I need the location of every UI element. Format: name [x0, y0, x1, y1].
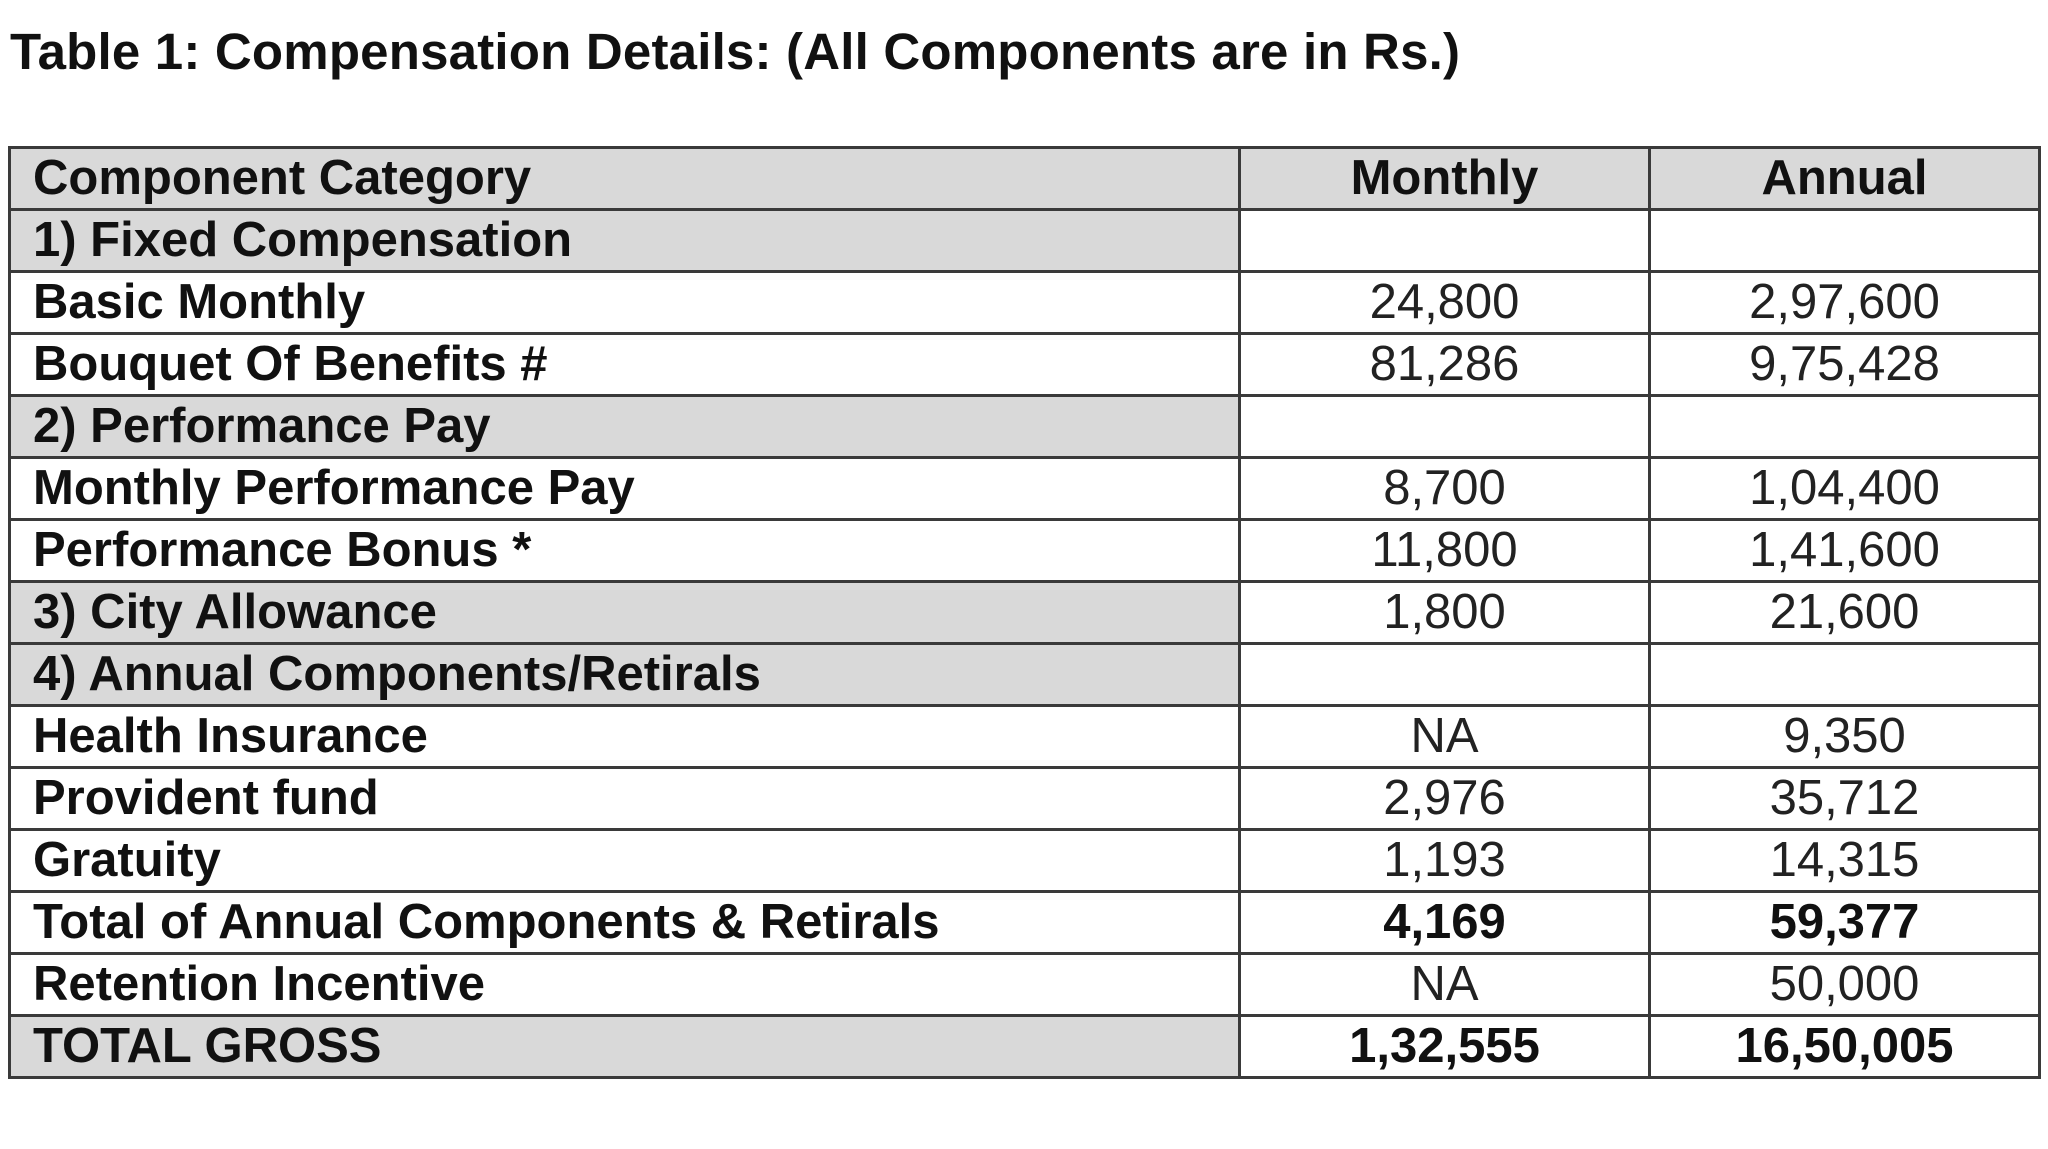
row-annual-value: 9,75,428 [1650, 334, 2040, 396]
row-label: Basic Monthly [10, 272, 1240, 334]
row-monthly-value: 1,32,555 [1240, 1016, 1650, 1078]
table-body [10, 210, 2040, 1078]
row-annual-value [1650, 210, 2040, 272]
compensation-table-container [8, 146, 2038, 1079]
table-row [10, 954, 2040, 1016]
row-annual-value: 35,712 [1650, 768, 2040, 830]
row-label: 4) Annual Components/Retirals [10, 644, 1240, 706]
table-row [10, 768, 2040, 830]
table-row [10, 582, 2040, 644]
row-monthly-value: 2,976 [1240, 768, 1650, 830]
table-header-row [10, 148, 2040, 210]
row-annual-value: 1,41,600 [1650, 520, 2040, 582]
row-annual-value [1650, 396, 2040, 458]
row-annual-value: 1,04,400 [1650, 458, 2040, 520]
header-annual: Annual [1650, 148, 2040, 210]
row-label: Health Insurance [10, 706, 1240, 768]
row-monthly-value: 81,286 [1240, 334, 1650, 396]
row-label: Retention Incentive [10, 954, 1240, 1016]
row-monthly-value: NA [1240, 954, 1650, 1016]
table-row [10, 334, 2040, 396]
row-monthly-value [1240, 396, 1650, 458]
table-row [10, 210, 2040, 272]
table-row [10, 830, 2040, 892]
row-monthly-value [1240, 644, 1650, 706]
row-monthly-value: 8,700 [1240, 458, 1650, 520]
row-label: 3) City Allowance [10, 582, 1240, 644]
table-row [10, 644, 2040, 706]
row-label: 2) Performance Pay [10, 396, 1240, 458]
table-row [10, 458, 2040, 520]
row-annual-value [1650, 644, 2040, 706]
row-annual-value: 14,315 [1650, 830, 2040, 892]
table-row [10, 396, 2040, 458]
row-annual-value: 2,97,600 [1650, 272, 2040, 334]
row-label: Total of Annual Components & Retirals [10, 892, 1240, 954]
row-annual-value: 50,000 [1650, 954, 2040, 1016]
row-label: Performance Bonus * [10, 520, 1240, 582]
row-annual-value: 21,600 [1650, 582, 2040, 644]
row-monthly-value: 11,800 [1240, 520, 1650, 582]
row-annual-value: 59,377 [1650, 892, 2040, 954]
header-component-category: Component Category [10, 148, 1240, 210]
row-label: Bouquet Of Benefits # [10, 334, 1240, 396]
row-monthly-value: 4,169 [1240, 892, 1650, 954]
table-row [10, 706, 2040, 768]
row-label: Provident fund [10, 768, 1240, 830]
row-monthly-value: 24,800 [1240, 272, 1650, 334]
table-row [10, 1016, 2040, 1078]
row-monthly-value [1240, 210, 1650, 272]
row-annual-value: 16,50,005 [1650, 1016, 2040, 1078]
row-label: 1) Fixed Compensation [10, 210, 1240, 272]
row-label: Monthly Performance Pay [10, 458, 1240, 520]
compensation-table [8, 146, 2041, 1079]
table-row [10, 272, 2040, 334]
row-monthly-value: 1,193 [1240, 830, 1650, 892]
row-annual-value: 9,350 [1650, 706, 2040, 768]
header-monthly: Monthly [1240, 148, 1650, 210]
row-label: TOTAL GROSS [10, 1016, 1240, 1078]
table-row [10, 892, 2040, 954]
table-row [10, 520, 2040, 582]
row-monthly-value: 1,800 [1240, 582, 1650, 644]
row-label: Gratuity [10, 830, 1240, 892]
row-monthly-value: NA [1240, 706, 1650, 768]
table-title: Table 1: Compensation Details: (All Components are in Rs.) [10, 23, 1461, 80]
